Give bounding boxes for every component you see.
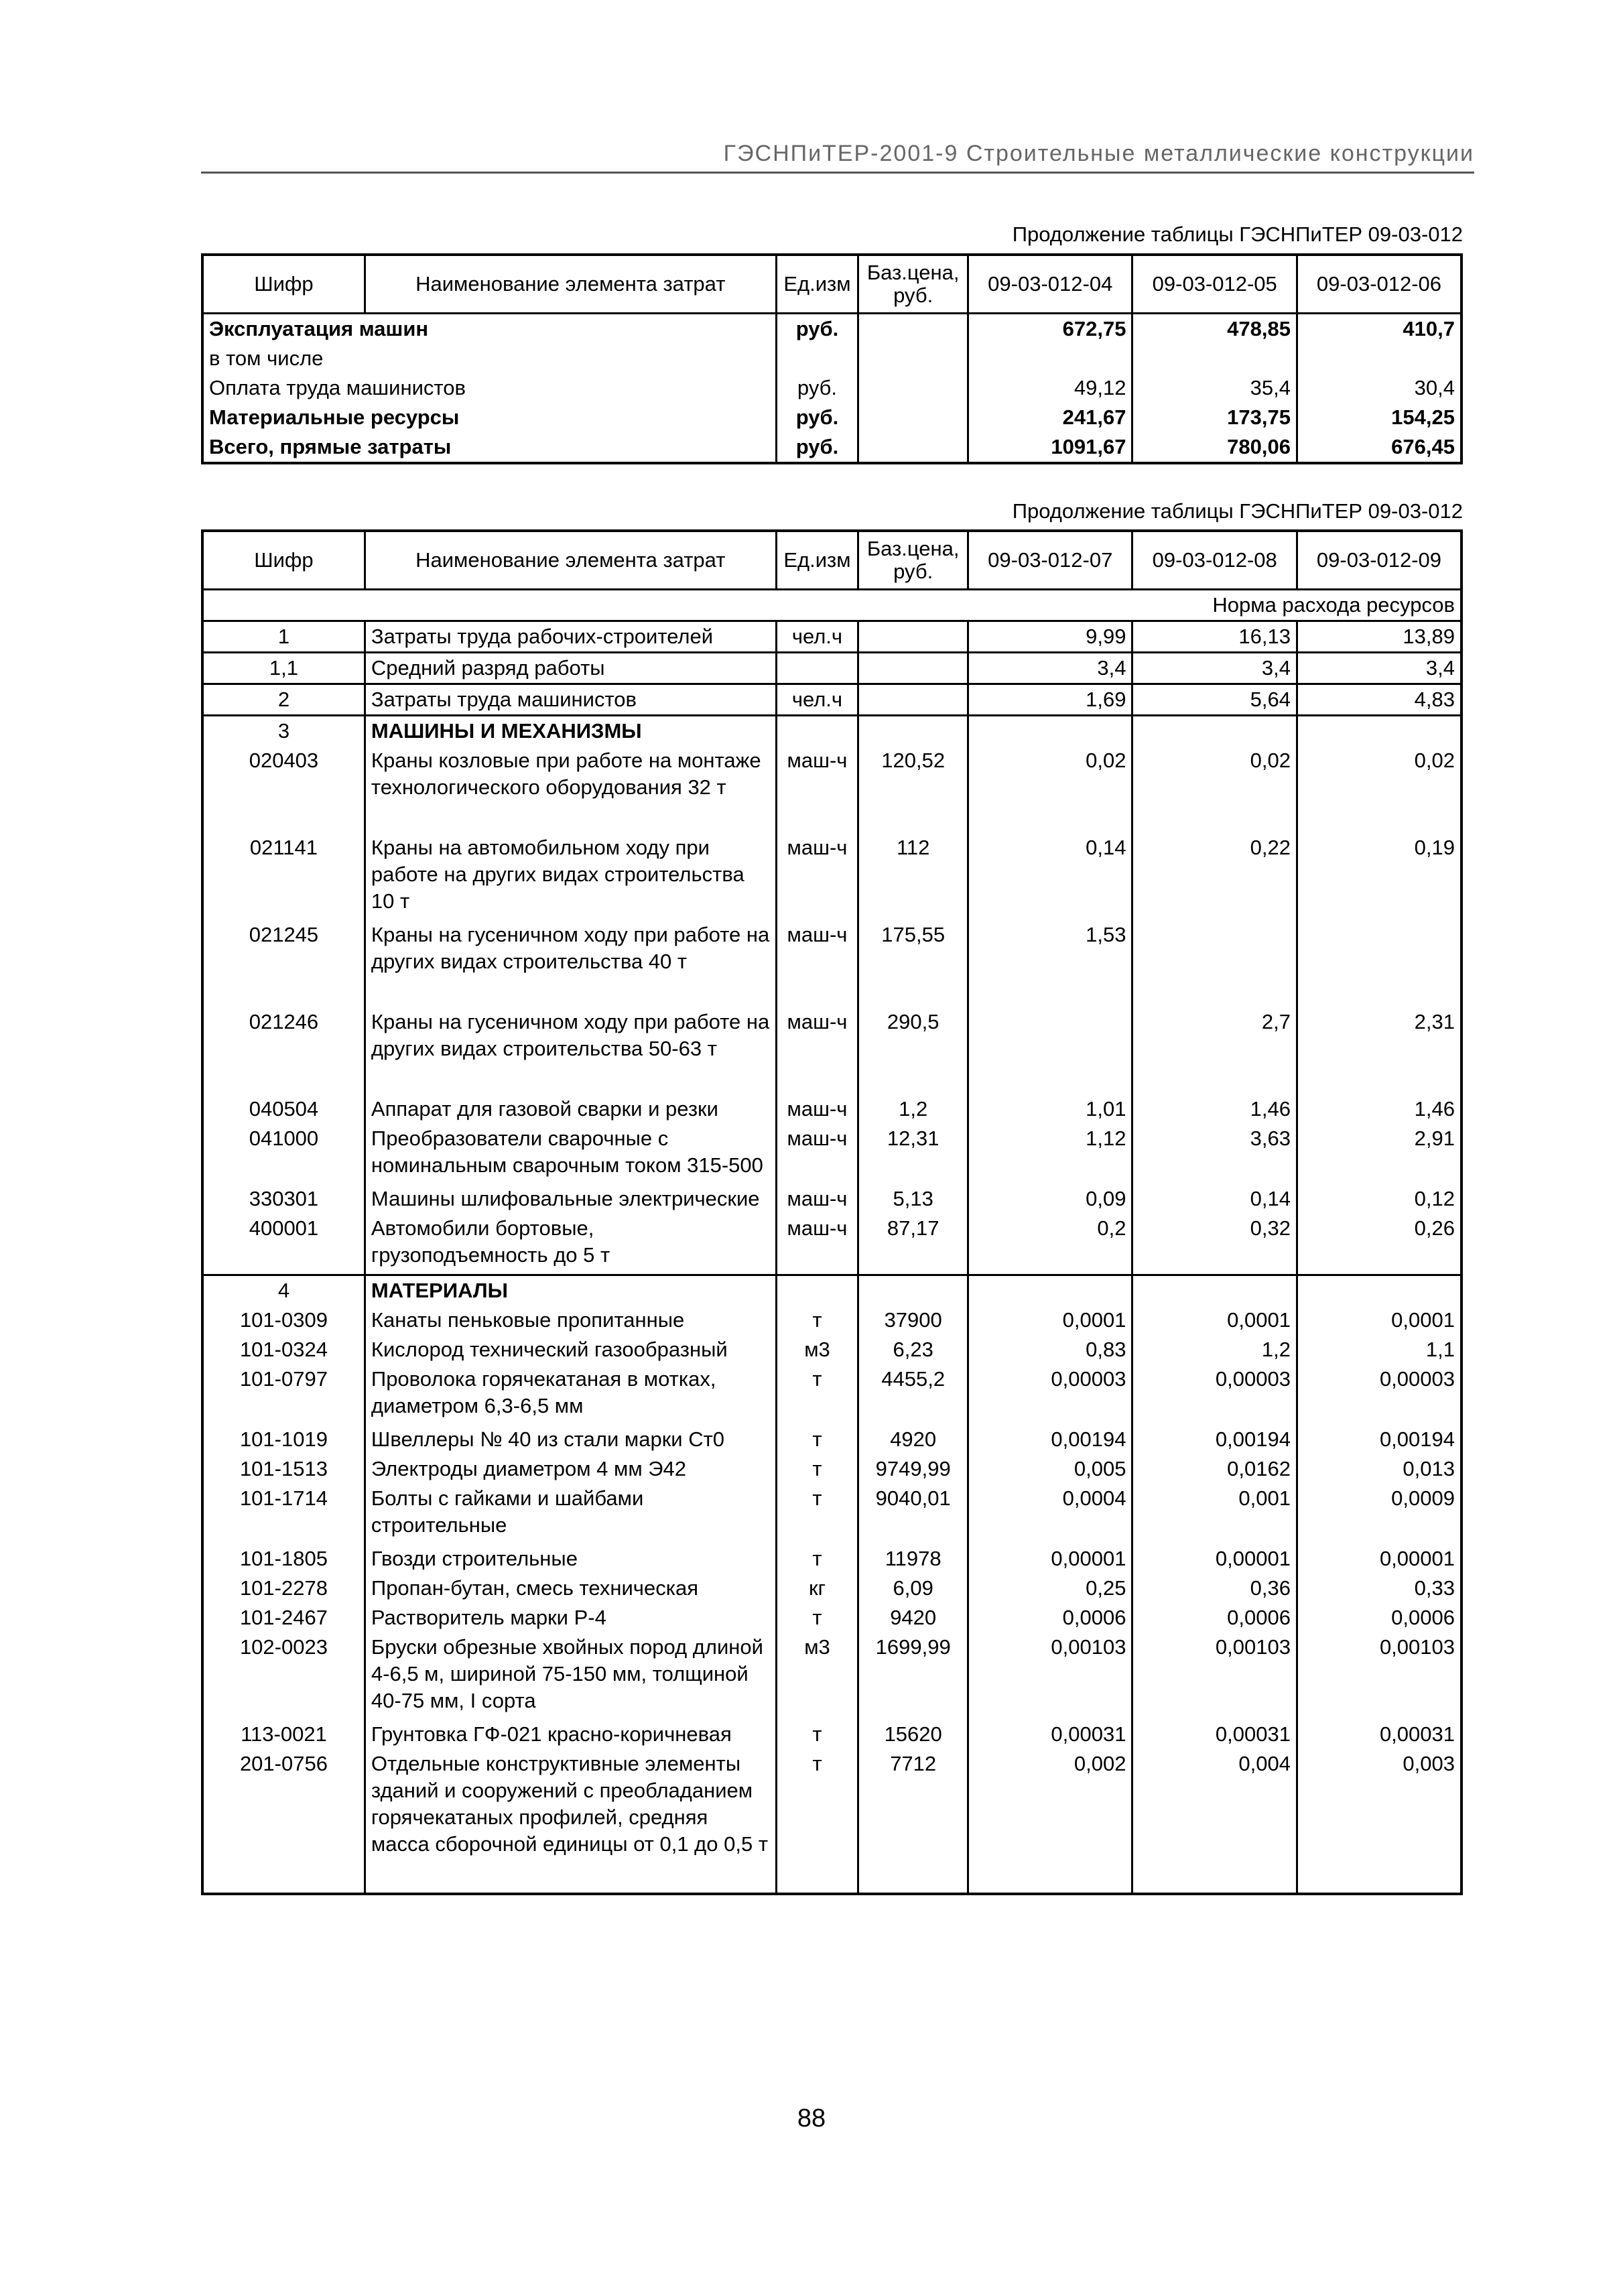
cell-code: 2: [202, 684, 365, 716]
cell-code: 101-0324: [202, 1335, 365, 1364]
cell-unit: маш-ч: [776, 1214, 858, 1275]
cell-blank: [365, 1863, 776, 1894]
cell-value-08: [1132, 1275, 1297, 1306]
cell-value-08: 5,64: [1132, 684, 1297, 716]
cell-price: [858, 716, 968, 747]
cell-unit: м3: [776, 1335, 858, 1364]
cell-price: 37900: [858, 1305, 968, 1335]
cell-name: Затраты труда рабочих-строителей: [365, 621, 776, 653]
cell-value-09: 0,00001: [1297, 1544, 1462, 1574]
cell-code: 101-0797: [202, 1364, 365, 1425]
cell-value-07: 0,00194: [968, 1425, 1132, 1454]
cell-value-06: 30,4: [1297, 373, 1462, 403]
cell-value-08: 0,00001: [1132, 1544, 1297, 1574]
cell-value-05: [1132, 344, 1297, 373]
cell-name: Оплата труда машинистов: [202, 373, 776, 403]
cell-code: 021141: [202, 833, 365, 920]
cell-code: 400001: [202, 1214, 365, 1275]
cell-name: Машины шлифовальные электрические: [365, 1184, 776, 1214]
norm-label: Норма расхода ресурсов: [202, 590, 1462, 621]
cell-price: 9040,01: [858, 1484, 968, 1544]
cell-unit: маш-ч: [776, 833, 858, 920]
cell-unit: руб.: [776, 432, 858, 463]
cell-price: [858, 1275, 968, 1306]
cell-unit: т: [776, 1603, 858, 1633]
cell-value-07: 1,53: [968, 920, 1132, 1007]
cell-name: Швеллеры № 40 из стали марки Ст0: [365, 1425, 776, 1454]
col-header-price: Баз.цена, руб.: [858, 255, 968, 314]
cell-name: МАТЕРИАЛЫ: [365, 1275, 776, 1306]
section-row: [202, 716, 1462, 747]
cell-name: МАШИНЫ И МЕХАНИЗМЫ: [365, 716, 776, 747]
cell-value-09: 0,003: [1297, 1749, 1462, 1863]
table-row: [202, 1425, 1462, 1454]
cell-value-08: 0,001: [1132, 1484, 1297, 1544]
cell-name: Бруски обрезные хвойных пород длиной 4-6,5 м, шириной 75-150 мм, толщиной 40-75 мм, I сорта: [365, 1633, 776, 1720]
cell-name: Растворитель марки Р-4: [365, 1603, 776, 1633]
table-row: [202, 314, 1462, 344]
table-row: [202, 653, 1462, 684]
cell-value-04: 672,75: [968, 314, 1132, 344]
cell-price: [858, 684, 968, 716]
cell-price: 6,09: [858, 1574, 968, 1603]
running-header: [201, 141, 1474, 174]
cell-name: Затраты труда машинистов: [365, 684, 776, 716]
table-row: [202, 833, 1462, 920]
table-row: [202, 1007, 1462, 1094]
cell-value-08: [1132, 716, 1297, 747]
cell-value-06: 154,25: [1297, 403, 1462, 432]
cell-code: 101-1019: [202, 1425, 365, 1454]
cell-value-07: 0,005: [968, 1454, 1132, 1484]
table-row: [202, 1364, 1462, 1425]
cell-name: Пропан-бутан, смесь техническая: [365, 1574, 776, 1603]
col-header-unit: Ед.изм: [776, 255, 858, 314]
cell-unit: чел.ч: [776, 684, 858, 716]
table-row: [202, 1305, 1462, 1335]
cell-value-07: 0,00003: [968, 1364, 1132, 1425]
cell-value-07: 3,4: [968, 653, 1132, 684]
cell-price: 12,31: [858, 1124, 968, 1184]
table-row: [202, 1124, 1462, 1184]
cell-value-09: 0,0001: [1297, 1305, 1462, 1335]
section-row: [202, 1275, 1462, 1306]
cell-value-07: 0,83: [968, 1335, 1132, 1364]
cell-code: 4: [202, 1275, 365, 1306]
cell-value-06: [1297, 344, 1462, 373]
cell-value-08: 0,14: [1132, 1184, 1297, 1214]
cell-value-09: 0,00031: [1297, 1720, 1462, 1749]
cell-value-09: 1,46: [1297, 1094, 1462, 1124]
cell-code: 021246: [202, 1007, 365, 1094]
cell-value-08: 3,4: [1132, 653, 1297, 684]
cell-price: 175,55: [858, 920, 968, 1007]
cell-name: Эксплуатация машин: [202, 314, 776, 344]
cell-value-09: 3,4: [1297, 653, 1462, 684]
cell-value-09: 2,91: [1297, 1124, 1462, 1184]
cell-value-04: 241,67: [968, 403, 1132, 432]
cell-unit: т: [776, 1720, 858, 1749]
cell-code: 101-2467: [202, 1603, 365, 1633]
table-row-blank: [202, 1863, 1462, 1894]
cell-price: [858, 432, 968, 463]
table-row: [202, 1214, 1462, 1275]
col-header-price: Баз.цена, руб.: [858, 531, 968, 590]
cell-name: Краны на гусеничном ходу при работе на других видах строительства 50-63 т: [365, 1007, 776, 1094]
cell-value-08: 0,36: [1132, 1574, 1297, 1603]
cell-unit: т: [776, 1544, 858, 1574]
col-header-name: Наименование элемента затрат: [365, 531, 776, 590]
table-row: [202, 1574, 1462, 1603]
table-row: [202, 1633, 1462, 1720]
cell-value-08: 0,22: [1132, 833, 1297, 920]
cell-value-07: 0,02: [968, 746, 1132, 833]
cell-price: 9420: [858, 1603, 968, 1633]
cell-value-08: 0,32: [1132, 1214, 1297, 1275]
table-row: [202, 432, 1462, 463]
cell-value-08: 0,0001: [1132, 1305, 1297, 1335]
cell-code: 201-0756: [202, 1749, 365, 1863]
cell-value-05: 780,06: [1132, 432, 1297, 463]
cell-price: 1,2: [858, 1094, 968, 1124]
cell-unit: маш-ч: [776, 1124, 858, 1184]
table-row: [202, 920, 1462, 1007]
cell-code: 021245: [202, 920, 365, 1007]
header-title: ГЭСНПиТЕР-2001-9 Строительные металлические конструкции: [723, 141, 1474, 166]
cell-unit: м3: [776, 1633, 858, 1720]
cell-name: Краны козловые при работе на монтаже технологического оборудования 32 т: [365, 746, 776, 833]
cell-unit: маш-ч: [776, 746, 858, 833]
cell-code: 101-1714: [202, 1484, 365, 1544]
table-row: [202, 1749, 1462, 1863]
cell-price: [858, 344, 968, 373]
cell-value-09: 0,00003: [1297, 1364, 1462, 1425]
cell-value-09: 0,00103: [1297, 1633, 1462, 1720]
cell-price: 5,13: [858, 1184, 968, 1214]
cell-value-08: 16,13: [1132, 621, 1297, 653]
cell-price: 7712: [858, 1749, 968, 1863]
cell-value-07: 9,99: [968, 621, 1132, 653]
cell-code: 101-1513: [202, 1454, 365, 1484]
cell-code: 040504: [202, 1094, 365, 1124]
cell-name: Аппарат для газовой сварки и резки: [365, 1094, 776, 1124]
cell-value-07: 0,0006: [968, 1603, 1132, 1633]
cell-blank: [1297, 1863, 1462, 1894]
cell-name: Краны на автомобильном ходу при работе на других видах строительства 10 т: [365, 833, 776, 920]
cell-value-09: [1297, 716, 1462, 747]
table-row: [202, 746, 1462, 833]
cell-name: в том числе: [202, 344, 776, 373]
cell-value-08: 0,00031: [1132, 1720, 1297, 1749]
cell-value-09: 4,83: [1297, 684, 1462, 716]
cell-unit: маш-ч: [776, 1184, 858, 1214]
table2-header-row: [202, 531, 1462, 590]
cell-value-07: 0,00103: [968, 1633, 1132, 1720]
cell-code: 101-0309: [202, 1305, 365, 1335]
cell-blank: [968, 1863, 1132, 1894]
cell-value-08: 0,0162: [1132, 1454, 1297, 1484]
table-row: [202, 1184, 1462, 1214]
cell-value-04: 1091,67: [968, 432, 1132, 463]
cell-code: 041000: [202, 1124, 365, 1184]
cell-value-09: 0,02: [1297, 746, 1462, 833]
table2-caption: Продолжение таблицы ГЭСНПиТЕР 09-03-012: [1012, 499, 1463, 523]
cell-price: 1699,99: [858, 1633, 968, 1720]
col-header-code: Шифр: [202, 531, 365, 590]
cell-price: 120,52: [858, 746, 968, 833]
cell-price: 9749,99: [858, 1454, 968, 1484]
table-row: [202, 1544, 1462, 1574]
cell-name: Материальные ресурсы: [202, 403, 776, 432]
cell-name: Кислород технический газообразный: [365, 1335, 776, 1364]
cell-name: Гвозди строительные: [365, 1544, 776, 1574]
cell-value-07: 0,00001: [968, 1544, 1132, 1574]
col-header-04: 09-03-012-04: [968, 255, 1132, 314]
cell-unit: кг: [776, 1574, 858, 1603]
cell-name: Автомобили бортовые, грузоподъемность до 5 т: [365, 1214, 776, 1275]
cell-value-07: 0,002: [968, 1749, 1132, 1863]
cell-value-08: [1132, 920, 1297, 1007]
cell-price: 87,17: [858, 1214, 968, 1275]
resource-norms-table: [201, 529, 1463, 1895]
cell-unit: [776, 653, 858, 684]
cell-price: [858, 653, 968, 684]
table1-header-row: [202, 255, 1462, 314]
cell-name: Средний разряд работы: [365, 653, 776, 684]
cell-unit: т: [776, 1749, 858, 1863]
cell-price: 11978: [858, 1544, 968, 1574]
cell-price: [858, 403, 968, 432]
cell-price: [858, 373, 968, 403]
cell-value-04: 49,12: [968, 373, 1132, 403]
table-row: [202, 684, 1462, 716]
table-row: [202, 1720, 1462, 1749]
cell-unit: маш-ч: [776, 920, 858, 1007]
cell-unit: т: [776, 1484, 858, 1544]
cell-blank: [1132, 1863, 1297, 1894]
cell-value-07: 0,00031: [968, 1720, 1132, 1749]
table-row: [202, 1484, 1462, 1544]
cell-value-07: 0,0001: [968, 1305, 1132, 1335]
cell-price: [858, 621, 968, 653]
norm-row: [202, 590, 1462, 621]
cell-value-05: 35,4: [1132, 373, 1297, 403]
cell-unit: [776, 344, 858, 373]
table-row: [202, 344, 1462, 373]
col-header-code: Шифр: [202, 255, 365, 314]
cell-value-09: [1297, 1275, 1462, 1306]
cell-name: Преобразователи сварочные с номинальным сварочным током 315-500: [365, 1124, 776, 1184]
cell-name: Краны на гусеничном ходу при работе на других видах строительства 40 т: [365, 920, 776, 1007]
cell-blank: [776, 1863, 858, 1894]
cell-name: Всего, прямые затраты: [202, 432, 776, 463]
col-header-name: Наименование элемента затрат: [365, 255, 776, 314]
cell-unit: т: [776, 1364, 858, 1425]
cell-value-08: 1,2: [1132, 1335, 1297, 1364]
cell-value-09: 0,12: [1297, 1184, 1462, 1214]
cell-name: Болты с гайками и шайбами строительные: [365, 1484, 776, 1544]
cell-unit: т: [776, 1454, 858, 1484]
table-row: [202, 1094, 1462, 1124]
col-header-05: 09-03-012-05: [1132, 255, 1297, 314]
cell-value-08: 2,7: [1132, 1007, 1297, 1094]
cell-name: Канаты пеньковые пропитанные: [365, 1305, 776, 1335]
cell-unit: [776, 716, 858, 747]
cell-value-05: 173,75: [1132, 403, 1297, 432]
cell-value-08: 0,00194: [1132, 1425, 1297, 1454]
cell-name: Грунтовка ГФ-021 красно-коричневая: [365, 1720, 776, 1749]
cell-value-07: 0,25: [968, 1574, 1132, 1603]
cell-value-08: 1,46: [1132, 1094, 1297, 1124]
cell-value-08: 0,00003: [1132, 1364, 1297, 1425]
cell-name: Электроды диаметром 4 мм Э42: [365, 1454, 776, 1484]
cell-unit: чел.ч: [776, 621, 858, 653]
cell-value-08: 0,00103: [1132, 1633, 1297, 1720]
cell-value-09: 0,33: [1297, 1574, 1462, 1603]
cell-code: 3: [202, 716, 365, 747]
cell-code: 101-1805: [202, 1544, 365, 1574]
table-row: [202, 1603, 1462, 1633]
cell-value-04: [968, 344, 1132, 373]
cell-value-07: 1,01: [968, 1094, 1132, 1124]
cell-value-06: 410,7: [1297, 314, 1462, 344]
cell-name: Отдельные конструктивные элементы зданий и сооружений с преобладанием горячекатаных профилей, средняя масса сборочной единицы от 0,1 до 0,5 т: [365, 1749, 776, 1863]
cell-value-07: 0,09: [968, 1184, 1132, 1214]
table-row: [202, 373, 1462, 403]
cell-code: 020403: [202, 746, 365, 833]
cell-value-07: [968, 1275, 1132, 1306]
cell-value-09: 0,00194: [1297, 1425, 1462, 1454]
table1-caption: Продолжение таблицы ГЭСНПиТЕР 09-03-012: [1012, 222, 1463, 246]
col-header-06: 09-03-012-06: [1297, 255, 1462, 314]
cell-unit: руб.: [776, 314, 858, 344]
cell-value-07: [968, 1007, 1132, 1094]
cell-unit: маш-ч: [776, 1094, 858, 1124]
cost-summary-table: [201, 253, 1463, 464]
header-rule: [201, 172, 1474, 174]
page-number: 88: [797, 2104, 826, 2132]
cell-price: 15620: [858, 1720, 968, 1749]
cell-value-05: 478,85: [1132, 314, 1297, 344]
cell-blank: [858, 1863, 968, 1894]
cell-value-09: 1,1: [1297, 1335, 1462, 1364]
cell-price: [858, 314, 968, 344]
cell-value-09: 0,26: [1297, 1214, 1462, 1275]
cell-value-09: [1297, 920, 1462, 1007]
cell-unit: руб.: [776, 403, 858, 432]
cell-value-08: 3,63: [1132, 1124, 1297, 1184]
col-header-08: 09-03-012-08: [1132, 531, 1297, 590]
cell-value-09: 0,19: [1297, 833, 1462, 920]
cell-code: 1,1: [202, 653, 365, 684]
cell-value-09: 2,31: [1297, 1007, 1462, 1094]
cell-value-07: 1,69: [968, 684, 1132, 716]
cell-value-06: 676,45: [1297, 432, 1462, 463]
table-row: [202, 621, 1462, 653]
cell-unit: т: [776, 1305, 858, 1335]
cell-name: Проволока горячекатаная в мотках, диаметром 6,3-6,5 мм: [365, 1364, 776, 1425]
cell-unit: руб.: [776, 373, 858, 403]
cell-value-08: 0,02: [1132, 746, 1297, 833]
cell-value-08: 0,0006: [1132, 1603, 1297, 1633]
cell-value-09: 0,0006: [1297, 1603, 1462, 1633]
table-row: [202, 1335, 1462, 1364]
cell-value-09: 0,013: [1297, 1454, 1462, 1484]
cell-value-07: [968, 716, 1132, 747]
cell-value-09: 13,89: [1297, 621, 1462, 653]
cell-code: 113-0021: [202, 1720, 365, 1749]
cell-price: 290,5: [858, 1007, 968, 1094]
cell-unit: т: [776, 1425, 858, 1454]
table-row: [202, 403, 1462, 432]
cell-code: 330301: [202, 1184, 365, 1214]
cell-code: 1: [202, 621, 365, 653]
cell-unit: маш-ч: [776, 1007, 858, 1094]
cell-code: 102-0023: [202, 1633, 365, 1720]
cell-price: 112: [858, 833, 968, 920]
cell-value-07: 0,0004: [968, 1484, 1132, 1544]
cell-price: 4455,2: [858, 1364, 968, 1425]
col-header-09: 09-03-012-09: [1297, 531, 1462, 590]
col-header-07: 09-03-012-07: [968, 531, 1132, 590]
cell-value-07: 0,14: [968, 833, 1132, 920]
cell-blank: [202, 1863, 365, 1894]
cell-value-09: 0,0009: [1297, 1484, 1462, 1544]
table-row: [202, 1454, 1462, 1484]
cell-value-08: 0,004: [1132, 1749, 1297, 1863]
cell-code: 101-2278: [202, 1574, 365, 1603]
col-header-unit: Ед.изм: [776, 531, 858, 590]
cell-price: 4920: [858, 1425, 968, 1454]
cell-value-07: 0,2: [968, 1214, 1132, 1275]
cell-value-07: 1,12: [968, 1124, 1132, 1184]
cell-unit: [776, 1275, 858, 1306]
cell-price: 6,23: [858, 1335, 968, 1364]
